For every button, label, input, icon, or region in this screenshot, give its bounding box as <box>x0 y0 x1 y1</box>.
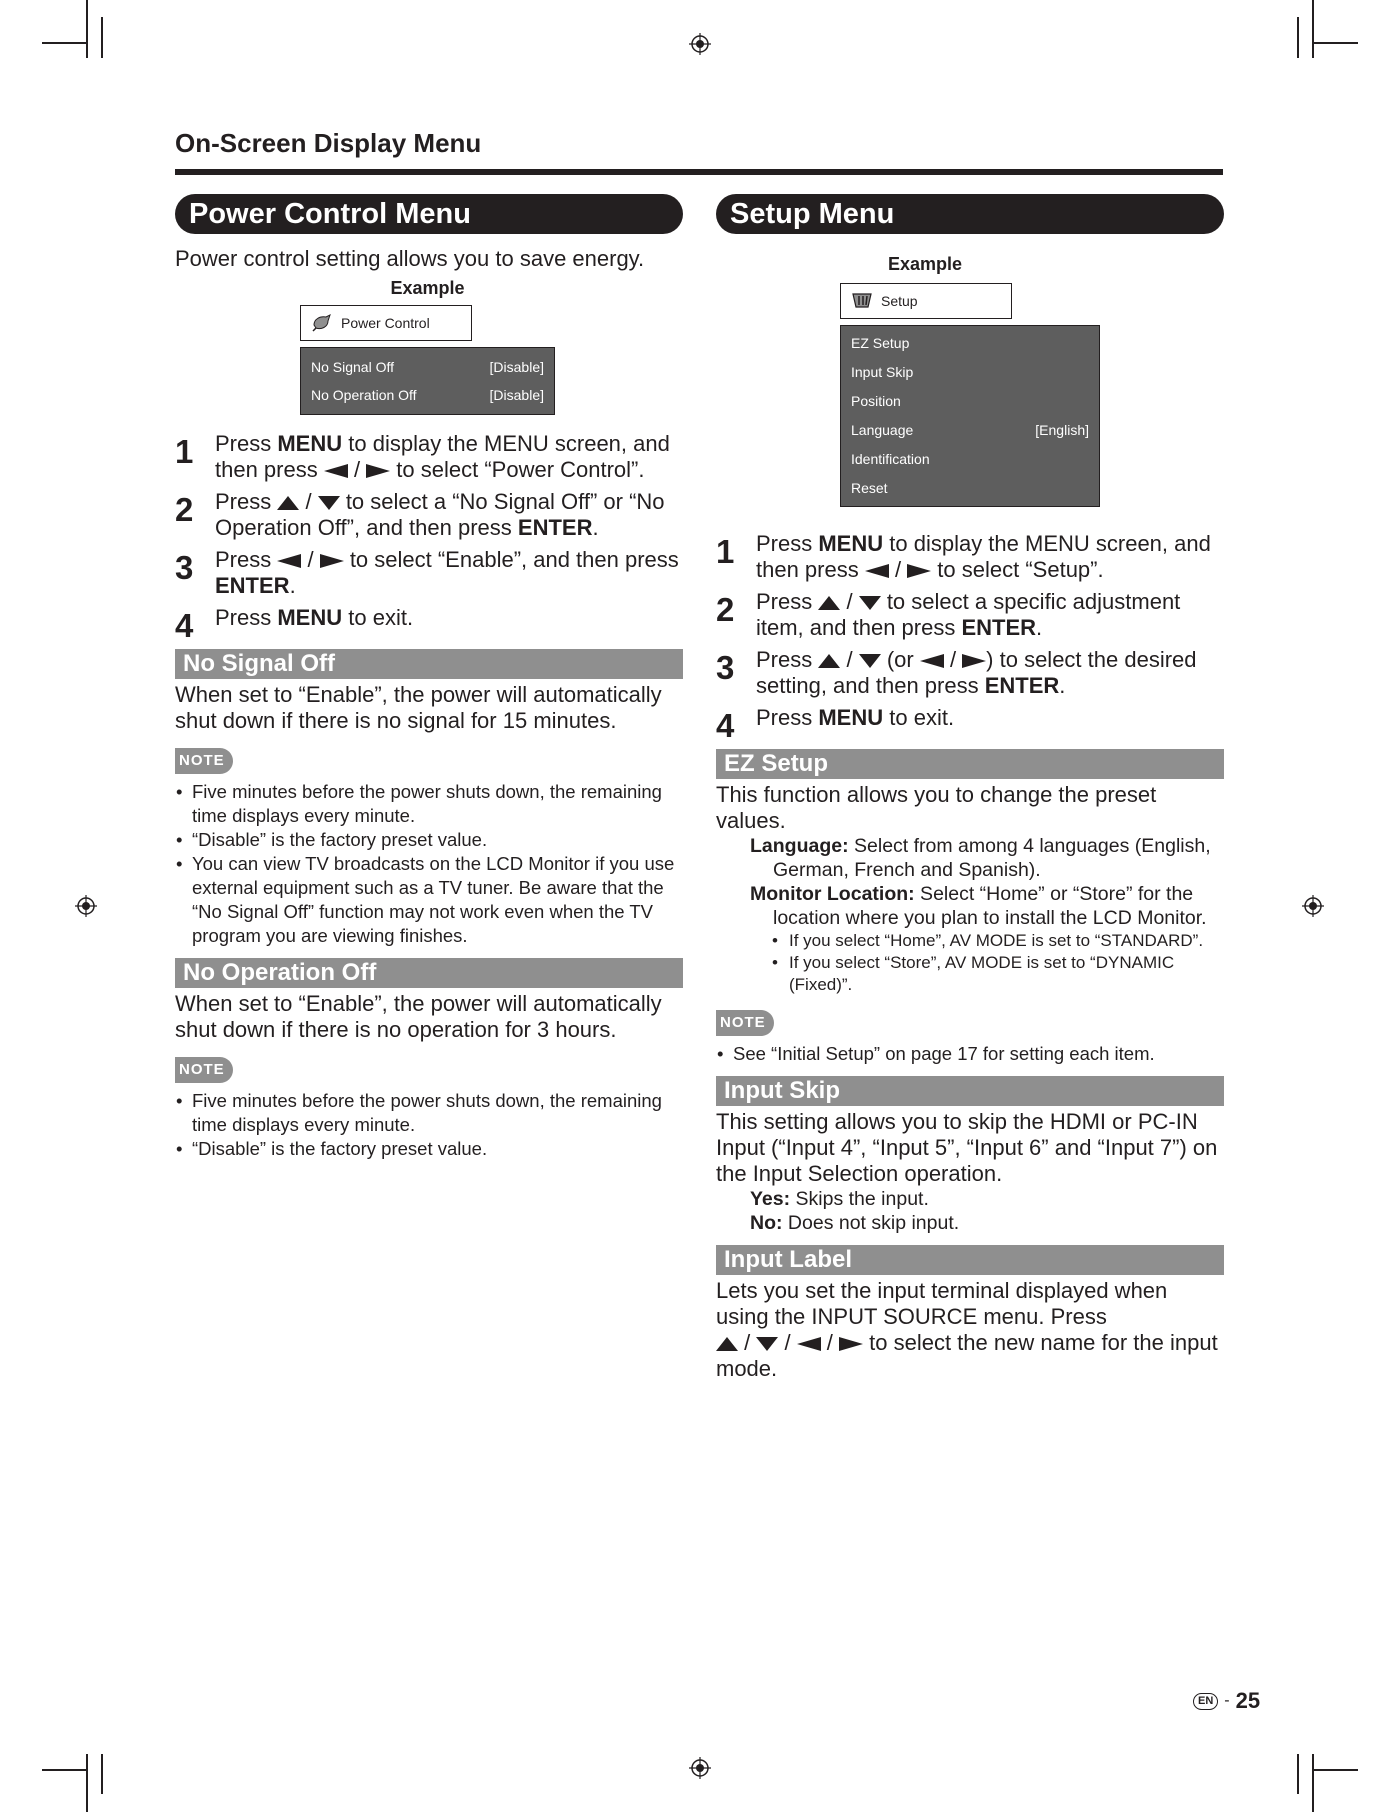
no-operation-off-text: When set to “Enable”, the power will automatically shut down if there is no operation for 3 hours. <box>175 991 662 1042</box>
triangle-down-icon <box>859 654 881 668</box>
step-text: Press / to select “Enable”, and then press ENTER. <box>215 547 679 598</box>
triangle-up-icon <box>716 1337 738 1351</box>
step-number: 4 <box>175 607 194 644</box>
setup-icon <box>851 291 873 311</box>
registration-mark-icon <box>1302 895 1324 917</box>
step <box>716 531 1224 583</box>
osd-menu-item <box>301 353 554 381</box>
osd-menu-item: EZ Setup <box>851 334 910 351</box>
crop-mark <box>42 42 87 44</box>
triangle-left-icon <box>865 564 889 578</box>
osd-menu-item: Input Skip <box>851 363 914 380</box>
crop-mark <box>1312 1754 1314 1812</box>
triangle-down-icon <box>859 596 881 610</box>
triangle-down-icon <box>756 1337 778 1351</box>
note-item: • “Disable” is the factory preset value. <box>175 1137 683 1161</box>
step-number: 2 <box>716 591 735 628</box>
example-label: Example <box>887 254 963 274</box>
osd-item-value: [Disable] <box>489 387 544 403</box>
page-title: On-Screen Display Menu <box>175 128 482 158</box>
power-control-column <box>175 194 683 1161</box>
step-number: 3 <box>716 649 735 686</box>
no-signal-notes <box>175 780 683 948</box>
ez-setup-heading: EZ Setup <box>716 749 1224 779</box>
step <box>716 705 1224 743</box>
triangle-right-icon <box>366 464 390 478</box>
power-control-example <box>300 278 555 415</box>
osd-menu-item: Language [English] <box>851 421 1089 438</box>
crop-mark <box>1297 17 1299 58</box>
triangle-left-icon <box>920 654 944 668</box>
power-control-intro: Power control setting allows you to save energy. <box>175 246 645 271</box>
step <box>175 431 683 483</box>
osd-menu-panel <box>300 347 555 415</box>
no-operation-notes <box>175 1089 683 1161</box>
step <box>175 547 683 599</box>
ez-setup-text: This function allows you to change the preset values. <box>716 782 1157 833</box>
step-text: Press / to select a “No Signal Off” or “No Operation Off”, and then press ENTER. <box>215 489 665 540</box>
step-text: Press MENU to exit. <box>756 705 955 730</box>
input-label-heading: Input Label <box>716 1245 1224 1275</box>
osd-menu-item: Identification <box>851 450 930 467</box>
example-label: Example <box>390 278 465 298</box>
subnote-item: • If you select “Home”, AV MODE is set to “STANDARD”. <box>772 930 1224 952</box>
note-item: • You can view TV broadcasts on the LCD Monitor if you use external equipment such as a TV tuner. Be aware that the “No Signal Off” function may not work even when the TV program you are viewing finishes. <box>175 852 683 948</box>
triangle-left-icon <box>797 1337 821 1351</box>
osd-menu-item <box>301 381 554 409</box>
input-skip-yes: Yes: Skips the input. <box>750 1188 929 1210</box>
triangle-up-icon <box>818 596 840 610</box>
osd-title: Setup <box>881 293 918 309</box>
osd-menu-item: Reset <box>851 479 888 496</box>
step <box>175 605 683 643</box>
title-rule <box>175 169 1223 175</box>
osd-menu-panel <box>840 325 1100 507</box>
crop-mark <box>86 0 88 58</box>
crop-mark <box>1312 1769 1358 1771</box>
crop-mark <box>1312 0 1314 58</box>
triangle-left-icon <box>324 464 348 478</box>
input-skip-options <box>716 1187 1224 1235</box>
note-item: • “Disable” is the factory preset value. <box>175 828 683 852</box>
no-signal-off-heading: No Signal Off <box>175 649 683 679</box>
triangle-up-icon <box>818 654 840 668</box>
monitor-location-option: Monitor Location: Select “Home” or “Store” for the location where you plan to install the LCD Monitor. <box>750 883 1207 929</box>
triangle-up-icon <box>277 496 299 510</box>
registration-mark-icon <box>689 1757 711 1779</box>
setup-menu-example <box>840 254 1100 507</box>
crop-mark <box>101 17 103 58</box>
triangle-right-icon <box>962 654 986 668</box>
step <box>175 489 683 541</box>
note-badge: NOTE <box>175 748 233 774</box>
step-number: 4 <box>716 707 735 744</box>
step <box>716 589 1224 641</box>
ez-setup-options <box>716 834 1224 996</box>
step-number: 1 <box>175 433 194 470</box>
step-text: Press / (or / ) to select the desired setting, and then press ENTER. <box>756 647 1197 698</box>
input-label-text: Lets you set the input terminal displayed when using the INPUT SOURCE menu. Press / / / to select the new name for the input mode. <box>716 1278 1218 1381</box>
osd-item-label: No Signal Off <box>311 359 395 375</box>
step <box>716 647 1224 699</box>
note-item: • See “Initial Setup” on page 17 for setting each item. <box>716 1042 1224 1066</box>
page-number <box>1193 1688 1260 1714</box>
no-signal-off-text: When set to “Enable”, the power will automatically shut down if there is no signal for 15 minutes. <box>175 682 662 733</box>
triangle-right-icon <box>907 564 931 578</box>
crop-mark <box>86 1754 88 1812</box>
osd-item-label: No Operation Off <box>311 387 417 403</box>
osd-title: Power Control <box>341 315 430 331</box>
triangle-right-icon <box>839 1337 863 1351</box>
monitor-location-subnotes <box>750 930 1224 996</box>
page-number-value: 25 <box>1235 1688 1261 1713</box>
registration-mark-icon <box>689 33 711 55</box>
note-item: • Five minutes before the power shuts down, the remaining time displays every minute. <box>175 780 683 828</box>
ez-setup-notes <box>716 1042 1224 1066</box>
page-dash: - <box>1224 1692 1230 1709</box>
registration-mark-icon <box>75 895 97 917</box>
input-skip-heading: Input Skip <box>716 1076 1224 1106</box>
note-badge: NOTE <box>175 1057 233 1083</box>
no-operation-off-heading: No Operation Off <box>175 958 683 988</box>
setup-menu-column <box>716 194 1224 1382</box>
language-badge: EN <box>1193 1693 1218 1710</box>
step-text: Press MENU to exit. <box>215 605 414 630</box>
note-item: • Five minutes before the power shuts down, the remaining time displays every minute. <box>175 1089 683 1137</box>
note-badge: NOTE <box>716 1010 774 1036</box>
crop-mark <box>42 1769 87 1771</box>
power-control-icon <box>311 313 333 333</box>
step-text: Press MENU to display the MENU screen, and then press / to select “Power Control”. <box>215 431 670 482</box>
power-control-heading: Power Control Menu <box>175 194 683 234</box>
input-skip-no: No: Does not skip input. <box>750 1212 960 1234</box>
power-control-steps <box>175 431 683 643</box>
osd-title-bar <box>840 283 1012 319</box>
triangle-right-icon <box>320 554 344 568</box>
setup-menu-steps <box>716 531 1224 743</box>
crop-mark <box>1297 1754 1299 1794</box>
crop-mark <box>101 1754 103 1794</box>
osd-item-value: [Disable] <box>489 359 544 375</box>
step-text: Press MENU to display the MENU screen, and then press / to select “Setup”. <box>756 531 1211 582</box>
step-text: Press / to select a specific adjustment item, and then press ENTER. <box>756 589 1181 640</box>
triangle-down-icon <box>318 496 340 510</box>
osd-title-bar <box>300 305 472 341</box>
setup-menu-heading: Setup Menu <box>716 194 1224 234</box>
triangle-left-icon <box>277 554 301 568</box>
input-skip-text: This setting allows you to skip the HDMI or PC-IN Input (“Input 4”, “Input 5”, “Input 6” and “Input 7”) on the Input Selection operation. <box>716 1109 1218 1186</box>
language-option: Language: Select from among 4 languages (English, German, French and Spanish). <box>750 835 1211 881</box>
crop-mark <box>1312 42 1358 44</box>
step-number: 2 <box>175 491 194 528</box>
subnote-item: • If you select “Store”, AV MODE is set to “DYNAMIC (Fixed)”. <box>772 952 1224 996</box>
step-number: 1 <box>716 533 735 570</box>
step-number: 3 <box>175 549 194 586</box>
osd-menu-item: Position <box>851 392 901 409</box>
